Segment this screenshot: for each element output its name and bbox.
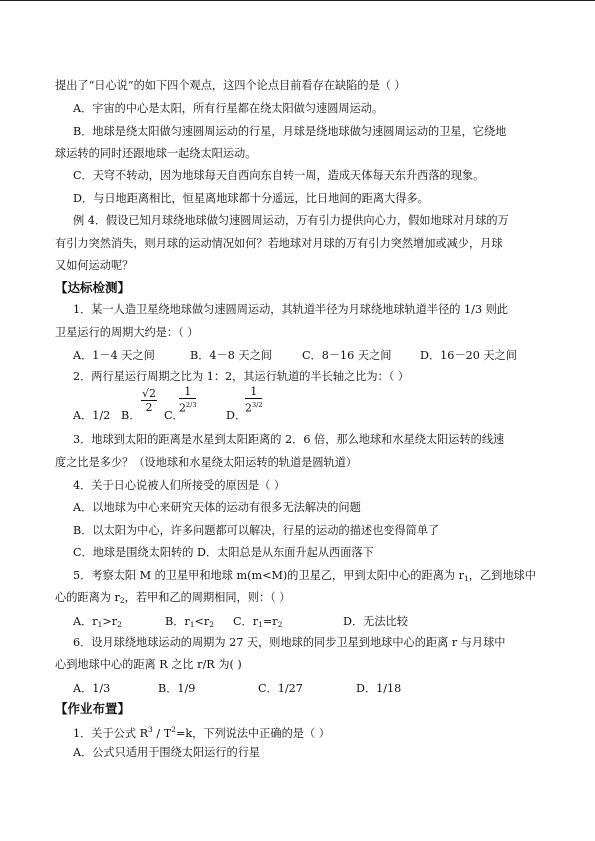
q1-option-b: B．4－8 天之间 (190, 349, 272, 362)
section-heading-homework: 【作业布置】 (55, 701, 131, 716)
example-4-line-2: 有引力突然消失，则月球的运动情况如何？若地球对月球的万有引力突然增加或减少，月球 (55, 237, 503, 250)
q6-option-d: D．1/18 (356, 682, 402, 695)
q4-stem: 4．关于日心说被人们所接受的原因是（ ） (73, 479, 286, 492)
q2-option-d-numerator: 1 (245, 385, 262, 399)
q2-stem: 2．两行星运行周期之比为 1：2，其运行轨道的半长轴之比为：（ ） (73, 370, 410, 383)
q5-stem-line-2: 心的距离为 $r_2$，若甲和乙的周期相同，则：（ ） (55, 591, 291, 605)
q3-stem-line-2: 度之比是多少？（设地球和水星绕太阳运转的轨道是圆轨道） (55, 456, 358, 469)
option-d: D．与日地距离相比，恒星离地球都十分遥远，比日地间的距离大得多。 (73, 192, 429, 205)
section-heading-assessment: 【达标检测】 (55, 280, 131, 295)
q1-option-d: D．16－20 天之间 (420, 349, 517, 362)
q2-option-b-label: B． (121, 409, 141, 422)
q1-stem-line-1: 1．某一人造卫星绕地球做匀速圆周运动，其轨道半径为月球绕地球轨道半径的 1/3 则此 (73, 303, 508, 316)
q2-option-d-label: D． (226, 409, 247, 422)
q4-option-b: B．以太阳为中心，许多问题都可以解决，行星的运动的描述也变得简单了 (73, 524, 440, 537)
q2-option-c-fraction (179, 385, 196, 415)
option-a: A．宇宙的中心是太阳，所有行星都在绕太阳做匀速圆周运动。 (73, 102, 384, 115)
q2-option-a: A．1/2 (73, 409, 111, 422)
question-stem: 提出了“日心说”的如下四个观点，这四个论点目前看存在缺陷的是（ ） (55, 79, 406, 92)
q5-stem-line-1: 5．考察太阳 M 的卫星甲和地球 m(m<M)的卫星乙，甲到太阳中心的距离为 $r_1$，乙到地球中 (73, 569, 536, 583)
q2-option-d-fraction (245, 385, 262, 415)
option-b-continued: 球运转的同时还跟地球一起绕太阳运动。 (55, 147, 257, 160)
q4-option-a: A．以地球为中心来研究天体的运动有很多无法解决的问题 (73, 501, 361, 514)
q2-option-b-fraction (141, 387, 157, 414)
q6-option-c: C．1/27 (258, 682, 303, 695)
q3-stem-line-1: 3．地球到太阳的距离是水星到太阳距离的 2．6 倍，那么地球和水星绕太阳运转的线速 (73, 433, 505, 446)
q2-option-c-numerator: 1 (179, 385, 196, 399)
example-4-line-1: 例 4．假设已知月球绕地球做匀速圆周运动，万有引力提供向心力，假如地球对月球的万 (73, 214, 509, 227)
option-b: B．地球是绕太阳做匀速圆周运动的行星，月球是绕地球做匀速圆周运动的卫星，它绕地 (73, 125, 507, 138)
q2-option-b-numerator: √2 (142, 387, 157, 400)
q6-stem-line-2: 心到地球中心的距离 R 之比 r/R 为( ) (55, 658, 242, 671)
q5-option-b: B．$r_1<r_2$ (165, 615, 215, 629)
q1-option-a: A．1－4 天之间 (73, 349, 155, 362)
hw1-stem: 1．关于公式 $R^3 / T^2=k$，下列说法中正确的是（ ） (73, 725, 330, 740)
q2-option-c-label: C． (164, 409, 184, 422)
q5-option-a: A．$r_1>r_2$ (73, 615, 122, 629)
header-rule (0, 0, 595, 1)
q4-option-c-d: C．地球是围绕太阳转的 D．太阳总是从东面升起从西面落下 (73, 546, 374, 559)
q6-stem-line-1: 6．设月球绕地球运动的周期为 27 天，则地球的同步卫星到地球中心的距离 r 与月球中 (73, 636, 506, 649)
example-4-line-3: 又如何运动呢？ (55, 259, 134, 272)
q1-option-c: C．8－16 天之间 (302, 349, 392, 362)
q2-option-b-denominator: 2 (145, 401, 153, 414)
q5-option-c: C．$r_1=r_2$ (233, 615, 283, 629)
option-c: C．天穹不转动，因为地球每天自西向东自转一周，造成天体每天东升西落的现象。 (73, 169, 485, 182)
hw1-option-a: A．公式只适用于围绕太阳运行的行星 (73, 746, 261, 759)
q5-option-d: D．无法比较 (343, 615, 408, 628)
q1-stem-line-2: 卫星运行的周期大约是：（ ） (55, 326, 199, 339)
q2-option-d-denominator: $2^{3/2}$ (245, 401, 263, 415)
q6-option-b: B．1/9 (158, 682, 196, 695)
q2-option-c-denominator: $2^{2/3}$ (179, 401, 197, 415)
q6-option-a: A．1/3 (73, 682, 111, 695)
